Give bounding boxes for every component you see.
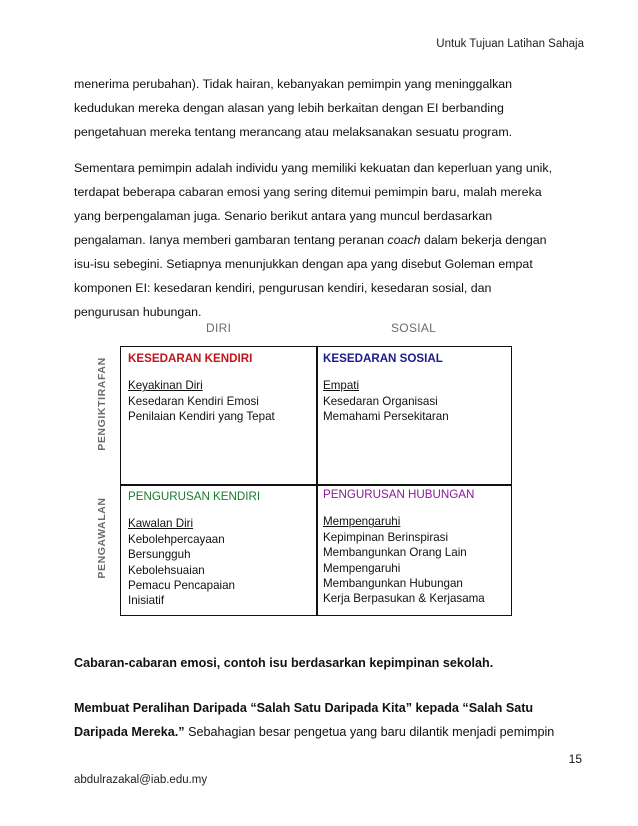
quadrant-item: Penilaian Kendiri yang Tepat bbox=[128, 410, 275, 424]
quadrant-item: Kawalan Diri bbox=[128, 517, 194, 531]
row-header-pengawalan: PENGAWALAN bbox=[96, 497, 108, 579]
quadrant-item: Mempengaruhi bbox=[323, 561, 401, 575]
quadrant-item: Bersungguh bbox=[128, 548, 191, 562]
quadrant-pengurusan-kendiri bbox=[128, 489, 260, 609]
quadrant-title: KESEDARAN KENDIRI bbox=[128, 352, 253, 365]
page-number: 15 bbox=[568, 752, 582, 766]
quadrant-pengurusan-hubungan bbox=[323, 487, 485, 607]
paragraph-line: pengetahuan mereka tentang merancang atau melaksanakan sesuatu program. bbox=[74, 125, 513, 139]
paragraph-line: Sementara pemimpin adalah individu yang memiliki kekuatan dan keperluan yang unik, bbox=[74, 161, 553, 175]
bold-run: Daripada Mereka.” bbox=[74, 725, 185, 739]
text-run: dalam bekerja dengan bbox=[420, 233, 547, 247]
paragraph-2 bbox=[74, 156, 574, 324]
page-header: Untuk Tujuan Latihan Sahaja bbox=[436, 38, 584, 50]
paragraph-line: isu-isu sebegini. Setiapnya menunjukkan dengan apa yang disebut Goleman empat bbox=[74, 257, 533, 271]
bold-run: Membuat Peralihan Daripada “Salah Satu Daripada Kita” kepada “Salah Satu bbox=[74, 701, 534, 715]
paragraph-3 bbox=[74, 696, 584, 744]
quadrant-item: Mempengaruhi bbox=[323, 515, 401, 529]
quadrant-item: Kebolehsuaian bbox=[128, 563, 205, 577]
paragraph-line: yang berpengalaman juga. Senario berikut antara yang muncul berdasarkan bbox=[74, 209, 493, 223]
column-header-sosial: SOSIAL bbox=[391, 321, 437, 335]
quadrant-item: Kerja Berpasukan & Kerjasama bbox=[323, 592, 485, 606]
quadrant-item: Membangunkan Hubungan bbox=[323, 577, 463, 591]
quadrant-item: Empati bbox=[323, 379, 360, 393]
quadrant-item: Inisiatif bbox=[128, 594, 165, 608]
text-run: Sebahagian besar pengetua yang baru dilantik menjadi pemimpin bbox=[184, 725, 555, 739]
paragraph-line: menerima perubahan). Tidak hairan, kebanyakan pemimpin yang meninggalkan bbox=[74, 77, 513, 91]
grid-divider-horizontal bbox=[121, 484, 511, 486]
paragraph-line bbox=[74, 696, 584, 720]
ei-competency-grid bbox=[120, 346, 512, 616]
paragraph-line bbox=[74, 720, 584, 744]
quadrant-title: PENGURUSAN HUBUNGAN bbox=[323, 488, 475, 501]
quadrant-item: Kebolehpercayaan bbox=[128, 532, 225, 546]
quadrant-item: Keyakinan Diri bbox=[128, 379, 203, 393]
paragraph-line: terdapat beberapa cabaran emosi yang sering ditemui pemimpin baru, malah mereka bbox=[74, 185, 542, 199]
quadrant-kesedaran-kendiri bbox=[128, 351, 275, 425]
text-run: pengalaman. Ianya memberi gambaran tentang peranan bbox=[74, 233, 388, 247]
quadrant-item: Kesedaran Kendiri Emosi bbox=[128, 394, 259, 408]
italic-term: coach bbox=[387, 233, 421, 247]
quadrant-item: Kepimpinan Berinspirasi bbox=[323, 530, 449, 544]
paragraph-line: pengurusan hubungan. bbox=[74, 305, 202, 319]
quadrant-kesedaran-sosial bbox=[323, 351, 449, 425]
quadrant-item: Kesedaran Organisasi bbox=[323, 394, 438, 408]
paragraph-line: komponen EI: kesedaran kendiri, pengurusan kendiri, kesedaran sosial, dan bbox=[74, 281, 492, 295]
quadrant-title: PENGURUSAN KENDIRI bbox=[128, 490, 261, 503]
quadrant-item: Membangunkan Orang Lain bbox=[323, 546, 467, 560]
quadrant-item: Pemacu Pencapaian bbox=[128, 579, 235, 593]
quadrant-item: Memahami Persekitaran bbox=[323, 410, 449, 424]
grid-divider-vertical bbox=[316, 347, 318, 615]
quadrant-title: KESEDARAN SOSIAL bbox=[323, 352, 443, 365]
row-header-pengiktirafan: PENGIKTIRAFAN bbox=[96, 357, 108, 451]
footer-email: abdulrazakal@iab.edu.my bbox=[74, 774, 208, 786]
column-header-diri: DIRI bbox=[206, 321, 232, 335]
paragraph-1 bbox=[74, 72, 574, 144]
paragraph-line: kedudukan mereka dengan alasan yang lebih berkaitan dengan EI berbanding bbox=[74, 101, 504, 115]
paragraph-line bbox=[74, 228, 574, 252]
section-heading: Cabaran-cabaran emosi, contoh isu berdasarkan kepimpinan sekolah. bbox=[74, 656, 494, 670]
